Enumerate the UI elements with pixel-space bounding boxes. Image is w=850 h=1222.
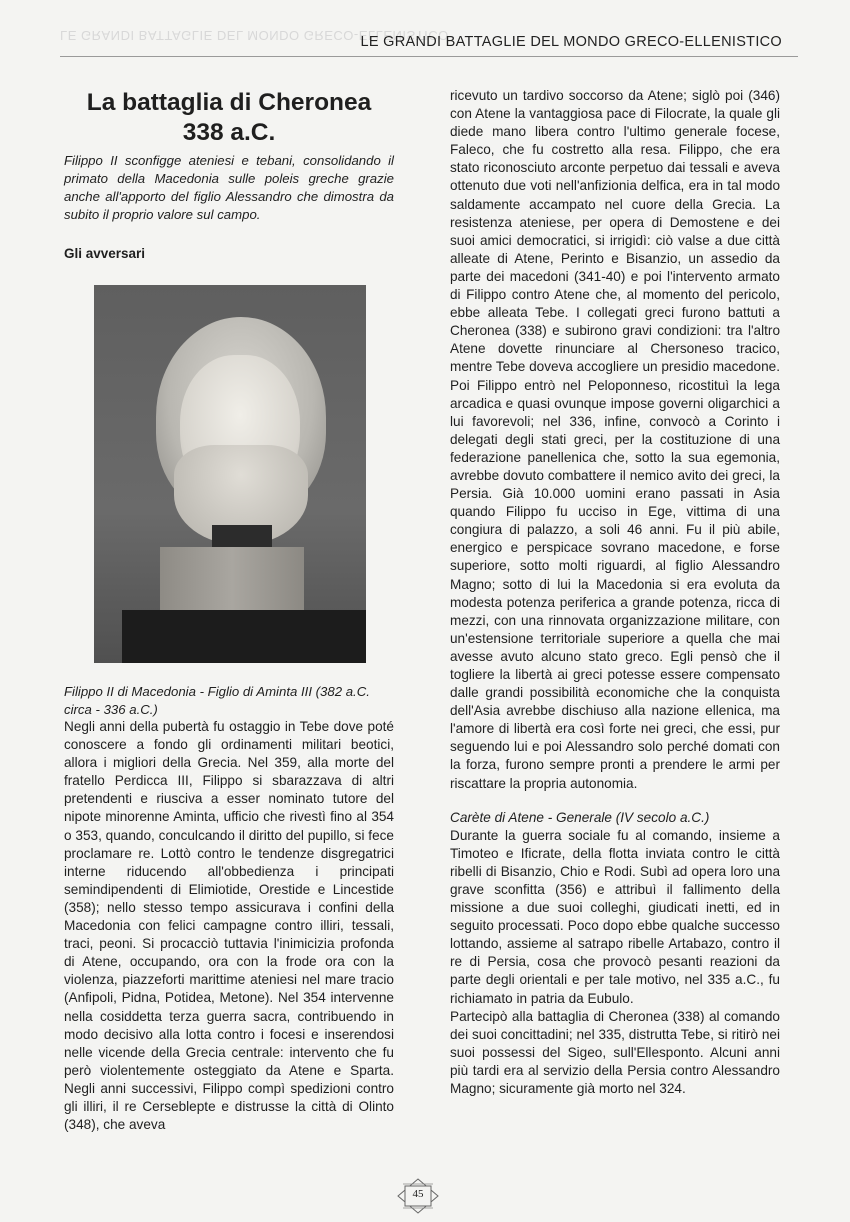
carete-paragraph-1: Durante la guerra sociale fu al comando, insieme a Timoteo e Ificrate, della flotta inviata contro le città ribelli di Bisanzio, Chio e Rodi. Subì ad opera loro una grave sconfitta (356) e attribuì il fallimento della missione a due suoi colleghi, giudicati inetti, ed in seguito processati. Poco dopo ebbe qualche successo lottando, assieme al satrapo ribelle Artabazo, contro il re di Persia, cosa che provocò pesanti reazioni da parte degli orientali e per tale motivo, nel 335 a.C., fu richiamato in patria da Eubulo. — [450, 827, 780, 1006]
bust-neck — [212, 525, 272, 547]
left-column — [64, 88, 394, 261]
article-lead: Filippo II sconfigge ateniesi e tebani, consolidando il primato della Macedonia sulle poleis greche grazie anche all'apporto del figlio Alessandro che dimostra da subito il proprio valore sul campo. — [64, 153, 394, 222]
bleed-through-text: LE GRANDI BATTAGLIE DEL MONDO GRECO-ELLENISTICO — [60, 28, 449, 43]
section-heading: Gli avversari — [64, 246, 146, 261]
figure-caption: Filippo II di Macedonia - Figlio di Aminta III (382 a.C. circa - 336 a.C.) — [64, 684, 370, 717]
page-number-ornament — [397, 1178, 439, 1214]
page-number: 45 — [412, 1188, 424, 1200]
bust-base — [122, 610, 366, 663]
left-body-text: Negli anni della pubertà fu ostaggio in Tebe dove poté conoscere a fondo gli ordinamenti militari beotici, allora i migliori della Grecia. Nel 359, alla morte del fratello Perdicca III, Filippo si sbarazzava di altri pretendenti e riusciva a esser nominato tutore del nipote minorenne Aminta, ufficio che rivestì fino al 354 o 353, quando, conculcando il diritto del pupillo, si fece proclamare re. Lottò contro le tendenze disgregatrici interne riducendo all'obbedienza i principati semindipendenti di Elimiotide, Orestide e Lincestide (358); nello stesso tempo assicurava i confini della Macedonia con felici campagne contro illiri, tessali, traci, peoni. Si procacciò tuttavia l'inimicizia profonda di Atene, occupando, ora con la frode ora con la violenza, piazzeforti marittime ateniesi nel mare tracio (Anfipoli, Pidna, Potidea, Metone). Nel 354 intervenne nella cosiddetta terza guerra sacra, contribuendo in modo decisivo alla lotta contro i focesi e inserendosi nelle vicende della Grecia centrale: intervento che fu però violentemente osteggiato da Atene e Sparta. Negli anni successivi, Filippo compì spedizioni contro gli illiri, il re Cerseblepte e distrusse la città di Olinto (348), che aveva — [64, 719, 394, 1133]
article-title — [64, 88, 394, 148]
carete-paragraph-2: Partecipò alla battaglia di Cheronea (338) al comando dei suoi concittadini; nel 335, distrutta Tebe, si ritirò nei suoi possessi del Sigeo, sull'Ellesponto. Alcuni anni più tardi era al servizio della Persia contro Alessandro Magno; sicuramente già morto nel 324. — [450, 1008, 780, 1096]
carete-subheading: Carète di Atene - Generale (IV secolo a.C.) — [450, 809, 710, 825]
title-line-2: 338 a.C. — [182, 119, 276, 146]
right-column — [450, 87, 780, 1098]
portrait-photo-philip-ii — [94, 285, 366, 663]
header-rule — [60, 56, 798, 57]
title-line-1: La battaglia di Cheronea — [86, 89, 372, 116]
right-body-text: ricevuto un tardivo soccorso da Atene; siglò poi (346) con Atene la vantaggiosa pace di Filocrate, la quale gli diede mano libera contro l'ultimo generale focese, Faleco, che fu costretto alla resa. Filippo, che era stato riconosciuto arconte perpetuo dai tessali e aveva ottenuto due voti nell'anfizionia delfica, era in tal modo saldamente accampato nel cuore della Grecia. La resistenza ateniese, per opera di Demostene e dei suoi amici democratici, si irrigidì: ciò valse a due città alleate di Atene, Perinto e Bisanzio, un assedio da parte dei macedoni (341-40) e poi l'intervento armato di Filippo contro Atene che, al momento del pericolo, ebbe alleata Tebe. I collegati greci furono battuti a Cheronea (338) e subirono gravi condizioni: tra l'altro Atene dovette rinunciare al Chersoneso tracico, mentre Tebe doveva accogliere un presidio macedone. Poi Filippo entrò nel Peloponneso, ricostituì la lega arcadica e quasi ovunque impose governi oligarchici a lui favorevoli; nel 336, infine, convocò a Corinto i delegati degli stati greci, per la costituzione di una federazione panellenica che, sotto la sua egemonia, avrebbe dovuto combattere il nemico avito dei greci, la Persia. Già 10.000 uomini erano passati in Asia quando Filippo fu ucciso in Ege, vittima di una congiura di palazzo, a soli 46 anni. Fu il più abile, energico e perspicace sovrano macedone, e forse superiore, sotto molti riguardi, al figlio Alessandro Magno; sotto di lui la Macedonia si era evoluta da modesta potenza periferica a grande potenza, ricca di mezzi, con una rinnovata organizzazione militare, con un'estensione territoriale superiore a quella che mai avesse avuto alcuno stato greco. Egli pensò che il togliere la libertà ai greci potesse essere compensato dalle grandi possibilità economiche che la conquista dell'Asia avrebbe dischiuso alla nazione ellenica, ma l'amore di libertà era così forte nei greci, che essi, pur seguendo lui e poi Alessandro solo perché domati con la forza, furono sempre pronti a prendere le armi per riscattare la propria autonomia. — [450, 88, 780, 791]
running-header: LE GRANDI BATTAGLIE DEL MONDO GRECO-ELLENISTICO — [360, 34, 782, 50]
